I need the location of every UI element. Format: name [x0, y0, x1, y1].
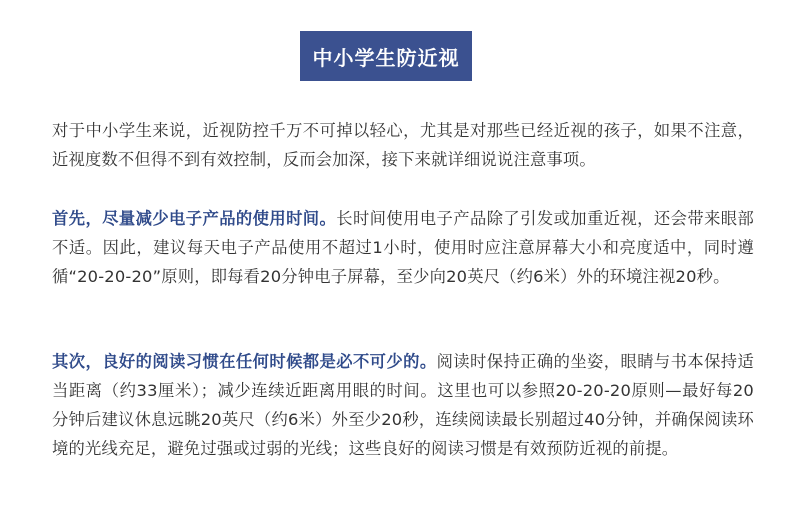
section-paragraph-reading-habits — [52, 347, 754, 463]
section-lead-screen-time: 首先，尽量减少电子产品的使用时间。 — [52, 209, 337, 228]
section-body-screen-time: 长时间使用电子产品除了引发或加重近视，还会带来眼部不适。因此，建议每天电子产品使用不超过1小时，使用时应注意屏幕大小和亮度适中，同时遵循“20-20-20”原则，即每看20分钟电子屏幕，至少向20英尺（约6米）外的环境注视20秒。 — [52, 209, 754, 286]
section-body-reading-habits: 阅读时保持正确的坐姿，眼睛与书本保持适当距离（约33厘米）；减少连续近距离用眼的时间。这里也可以参照20-20-20原则—最好每20分钟后建议休息远眺20英尺（约6米）外至少20秒，连续阅读最长别超过40分钟，并确保阅读环境的光线充足，避免过强或过弱的光线；这些良好的阅读习惯是有效预防近视的前提。 — [52, 352, 754, 458]
section-lead-reading-habits: 其次，良好的阅读习惯在任何时候都是必不可少的。 — [52, 352, 437, 371]
page-title: 中小学生防近视 — [300, 31, 472, 81]
section-paragraph-screen-time — [52, 204, 754, 291]
intro-paragraph — [52, 116, 754, 174]
intro-text: 对于中小学生来说，近视防控千万不可掉以轻心，尤其是对那些已经近视的孩子，如果不注意，近视度数不但得不到有效控制，反而会加深，接下来就详细说说注意事项。 — [52, 121, 754, 169]
